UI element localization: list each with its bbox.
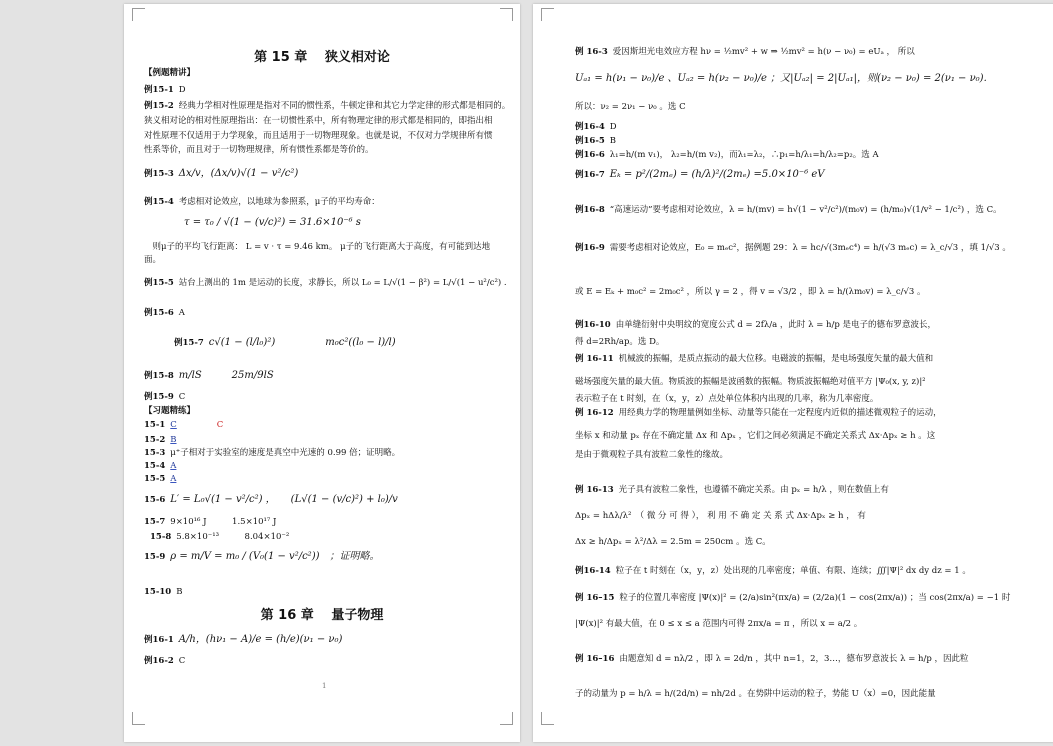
crop-mark [132,8,145,21]
answer-line: Δpₓ = hΔλ/λ² （ 微 分 可 得 ）， 利 用 不 确 定 关 系 式 Δx·Δpₓ ≥ h ， 有 [575,511,866,521]
answer-line: 例15-8 m/lS 25m/9lS [144,370,274,381]
answer-line: 例 16-3 爱因斯坦光电效应方程 hν = ½mv² + w ⇒ ½mv² = h(ν − ν₀) = eUₐ ， 所以 [575,47,915,57]
answer-line: 例16-8 “高速运动”要考虑相对论效应，λ = h/(mv) = h√(1 − v²/c²)/(m₀v) = (h/m₀)√(1/v² − 1/c²) ，选 C。 [575,205,1002,215]
crop-mark [500,8,513,21]
section-heading-examples: 【例题精讲】 [144,68,196,78]
answer-line: 则μ子的平均飞行距离： L = v · τ = 9.46 km。 μ子的飞行距离大于高度，有可能到达地 [144,242,491,252]
answer-line: 例16-5 B [575,136,617,146]
answer-line: 例15-2 经典力学相对性原理是指对不同的惯性系，牛顿定律和其它力学定律的形式都是相同的。 [144,101,511,111]
crop-mark [541,712,554,725]
answer-line: 例 16-13 光子具有波粒二象性，也遵循不确定关系。由 pₓ = h/λ ，则在数值上有 [575,485,889,495]
answer-line: 例16-7 Eₖ = p²/(2mₑ) = (h/λ)²/(2mₑ) =5.0×10⁻⁶ eV [575,169,825,180]
answer-line: 或 E = Eₖ + m₀c² = 2m₀c² ，所以 γ = 2 ，得 v = √3/2 ，即 λ = h/(λm₀v) = λ_c/√3 。 [575,287,926,297]
page-number: 1 [322,682,327,690]
exercise-line: 15-4 A [144,461,177,471]
exercise-line: 15-7 9×10¹⁶ J 1.5×10¹⁷ J [144,517,277,527]
answer-line: 例15-4 考虑相对论效应，以地球为参照系，μ子的平均寿命： [144,197,380,207]
answer-line: 得 d=2Rh/ap。选 D。 [575,337,665,347]
exercise-line: 15-2 B [144,435,177,445]
answer-line: 例16-6 λ₁=h/(m v₁)， λ₂=h/(m v₂)，而λ₁=λ₂，∴p₁=h/λ₁=h/λ₂=p₂。选 A [575,150,879,160]
answer-line: 例15-7 c√(1 − (l/l₀)²) m₀c²((l₀ − l)/l) [174,337,396,348]
document-page-1 [124,4,520,742]
exercise-line: 15-1 C C [144,420,224,430]
answer-line: 例16-14 粒子在 t 时刻在（x，y，z）处出现的几率密度；单值、有限、连续；∭|Ψ|² dx dy dz = 1 。 [575,566,971,576]
answer-line: 例15-6 A [144,308,185,318]
exercise-line: 15-3 μ⁺子相对于实验室的速度是真空中光速的 0.99 倍；证明略。 [144,448,401,458]
crop-mark [541,8,554,21]
answer-line: |Ψ(x)|² 有最大值，在 0 ≤ x ≤ a 范围内可得 2πx/a = π ，所以 x = a/2 。 [575,619,863,629]
answer-line: 所以：ν₂ = 2ν₁ − ν₀ 。选 C [575,102,686,112]
exercise-line: 15-5 A [144,474,177,484]
answer-line: 例16-10 由单缝衍射中央明纹的宽度公式 d = 2fλ/a ，此时 λ = h/p 是电子的德布罗意波长， [575,320,937,330]
answer-line: 表示粒子在 t 时刻，在（x，y，z）点处单位体积内出现的几率，称为几率密度。 [575,394,879,404]
answer-line: 例 16-12 用经典力学的物理量例如坐标、动量等只能在一定程度内近似的描述微观粒子的运动， [575,408,942,418]
exercise-line: 15-10 B [144,587,183,597]
formula-line: τ = τ₀ / √(1 − (v/c)²) = 31.6×10⁻⁶ s [184,217,361,228]
answer-line: 对性原理不仅适用于力学现象，而且适用于一切物理现象。也就是说，不仅对力学规律所有惯 [144,131,493,141]
exercise-line: 15-9 ρ = m/V = m₀ / (V₀(1 − v²/c²)) ；证明略。 [144,551,380,562]
answer-line: 狭义相对论的相对性原理指出：在一切惯性系中，所有物理定律的形式都是相同的，即指出相 [144,116,493,126]
answer-line: 例16-4 D [575,122,617,132]
answer-line: 磁场强度矢量的最大值。物质波的振幅是波函数的振幅。物质波振幅绝对值平方 |Ψ₀(x, y, z)|² [575,377,926,387]
answer-line: 子的动量为 p = h/λ = h/(2d/n) = nh/2d 。在势阱中运动的粒子，势能 U（x）=0，因此能量 [575,689,936,699]
exercise-line: 15-6 L′ = L₀√(1 − v²/c²) ， (L√(1 − (v/c)²) + l₀)/v [144,494,398,505]
exercise-line: 15-8 5.8×10⁻¹³ 8.04×10⁻² [150,532,290,542]
answer-line: 例15-9 C [144,392,186,402]
answer-line: 例 16-11 机械波的振幅，是质点振动的最大位移。电磁波的振幅，是电场强度矢量的最大值和 [575,354,934,364]
document-page-2 [533,4,1053,742]
section-heading-exercises: 【习题精练】 [144,406,196,416]
answer-line: 例15-5 站台上测出的 1m 是运动的长度，求静长，所以 L₀ = L/√(1 − β²) = L/√(1 − u²/c²) . [144,278,507,288]
answer-line: 坐标 x 和动量 pₓ 存在不确定量 Δx 和 Δpₓ ，它们之间必须满足不确定关系式 Δx·Δpₓ ≥ h 。这 [575,431,936,441]
crop-mark [500,712,513,725]
answer-line: 性系等价，而且对于一切物理规律，所有惯性系都是等价的。 [144,145,374,155]
answer-line: 面。 [144,255,162,265]
answer-line: 例15-1 D [144,85,186,95]
answer-line: 例16-2 C [144,656,186,666]
chapter-15-title: 第 15 章 狭义相对论 [254,50,390,65]
answer-line: Δx ≥ h/Δpₓ = λ²/Δλ = 2.5m = 250cm 。选 C。 [575,537,771,547]
answer-line: 例16-9 需要考虑相对论效应，E₀ = mₑc²，据例题 29：λ = hc/√(3mₑc⁴) = h/(√3 mₑc) = λ_c/√3 ，填 1/√3 。 [575,243,1011,253]
answer-line: 是由于微观粒子具有波粒二象性的缘故。 [575,450,729,460]
answer-line: 例 16–15 粒子的位置几率密度 |Ψ(x)|² = (2/a)sin²(πx/a) = (2/2a)(1 − cos(2πx/a)) ；当 cos(2πx/a) = −1 时 [575,593,1011,603]
answer-line: 例15-3 Δx/v，(Δx/v)√(1 − v²/c²) [144,168,299,179]
crop-mark [132,712,145,725]
chapter-16-title: 第 16 章 量子物理 [260,608,384,623]
answer-line: 例 16–16 由题意知 d = nλ/2 ，即 λ = 2d/n ，其中 n=1，2，3…，德布罗意波长 λ = h/p ，因此粒 [575,654,969,664]
answer-line: Uₐ₁ = h(ν₁ − ν₀)/e 、Uₐ₂ = h(ν₂ − ν₀)/e ；又|Uₐ₂| = 2|Uₐ₁|，则(ν₂ − ν₀) = 2(ν₁ − ν₀). [575,73,987,84]
answer-line: 例16-1 A/h，(hν₁ − A)/e = (h/e)(ν₁ − ν₀) [144,634,343,645]
